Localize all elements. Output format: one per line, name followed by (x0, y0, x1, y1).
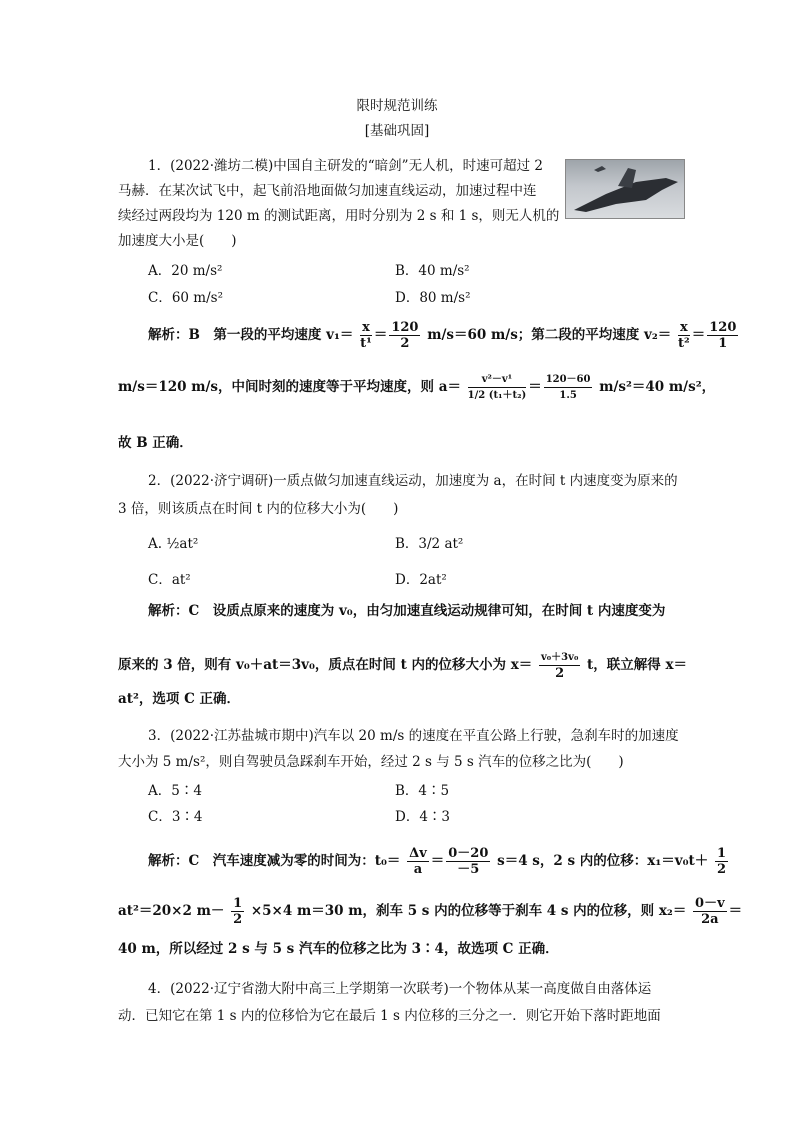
q2-f-num: v₀＋3v₀ (539, 650, 580, 666)
q1-solution-line-2: m/s＝120 m/s，中间时刻的速度等于平均速度，则 a＝ $\frac{\text{v²－v¹}}{\text{1/2 (t₁＋t₂)}}$ ＝ $\frac{120-60}{1.5}$ m/s²＝40 m/s²， (118, 374, 716, 401)
q1-f2-num: 120 (391, 320, 419, 335)
q1-fraction-4 (707, 320, 738, 351)
q3-fc2-den: 2 (233, 912, 243, 927)
q2-option-a: A. ½at² (148, 536, 199, 552)
q3-fraction-a (407, 846, 429, 877)
q3-fd-num: 0－v (695, 896, 725, 911)
q1-fraction-1 (360, 320, 372, 351)
q1-solution-text-a: 解析：B 第一段的平均速度 v₁＝ (148, 327, 354, 343)
drone-icon (566, 160, 684, 218)
q3-line-1: 3．(2022·江苏盐城市期中)汽车以 20 m/s 的速度在平直公路上行驶，急刹车时的加速度 (148, 728, 679, 744)
q1-solution-text-d: m/s²＝40 m/s²， (599, 379, 716, 395)
q1-line-3: 续经过两段均为 120 m 的测试距离，用时分别为 2 s 和 1 s，则无人机的 (118, 208, 560, 224)
q3-fraction-c (715, 846, 728, 877)
q3-line-2: 大小为 5 m/s²，则自驾驶员急踩刹车开始，经过 2 s 与 5 s 汽车的位移之比为( ) (118, 754, 624, 770)
q1-solution-line-1: 解析：B 第一段的平均速度 v₁＝ $\frac{x}{\text{t¹}}$ ＝ $\frac{120}{2}$ m/s＝60 m/s；第二段的平均速度 v₂＝ $\frac{x}{\text{t²}}$ ＝ $\frac{120}{1}$ (148, 320, 737, 351)
q1-f4-num: 120 (709, 320, 737, 335)
page-title: 限时规范训练 (356, 98, 438, 114)
q3-solution-text-a: 解析：C 汽车速度减为零的时间为：t₀＝ (148, 853, 401, 869)
q1-option-d: D．80 m/s² (395, 290, 471, 306)
q1-solution-line-3: 故 B 正确． (118, 435, 193, 451)
q2-line-2: 3 倍，则该质点在时间 t 内的位移大小为( ) (118, 501, 399, 517)
q4-line-2: 动．已知它在第 1 s 内的位移恰为它在最后 1 s 内位移的三分之一．则它开始下落时距地面 (118, 1008, 661, 1024)
q3-option-c: C．3∶4 (148, 809, 203, 825)
q3-solution-text-b: at²＝20×2 m－ (118, 903, 225, 919)
q1-fraction-2 (389, 320, 420, 351)
q3-fc2-num: 1 (233, 896, 243, 911)
q1-line-1: 1．(2022·潍坊二模)中国自主研发的“暗剑”无人机，时速可超过 2 (148, 158, 543, 174)
q4-line-1: 4．(2022·辽宁省渤大附中高三上学期第一次联考)一个物体从某一高度做自由落体运 (148, 981, 652, 997)
q2-solution-line-3: at²，选项 C 正确． (118, 691, 241, 707)
q1-f4-den: 1 (718, 336, 728, 351)
q2-solution-line-1: 解析：C 设质点原来的速度为 v₀，由匀加速直线运动规律可知，在时间 t 内速度变为 (148, 603, 666, 619)
q2-solution-text-b: 原来的 3 倍，则有 v₀＋at＝3v₀，质点在时间 t 内的位移大小为 x＝ (118, 657, 533, 673)
q1-f2-den: 2 (400, 336, 410, 351)
q1-f5-den: 1/2 (t₁＋t₂) (467, 390, 527, 401)
q2-option-b: B．3/2 at² (395, 536, 464, 552)
q1-line-4: 加速度大小是( ) (118, 233, 237, 249)
q3-fraction-b (446, 846, 490, 877)
q3-solution-line-2 (118, 896, 742, 927)
q2-fraction (539, 650, 580, 681)
q3-solution-text-b3: ＝ (728, 903, 743, 919)
q1-line-2: 马赫．在某次试飞中，起飞前沿地面做匀加速直线运动，加速过程中连 (118, 183, 537, 199)
q1-f1-num: x (362, 320, 370, 335)
q3-solution-line-1: 解析：C 汽车速度减为零的时间为：t₀＝ $\frac{\Delta v}{a}$ ＝ $\frac{0-20}{-5}$ s＝4 s，2 s 内的位移：x₁＝v₀t＋ $\frac{1}{2}$ (148, 846, 726, 877)
q1-solution-text-c: m/s＝120 m/s，中间时刻的速度等于平均速度，则 a＝ (118, 379, 461, 395)
q2-f-den: 2 (555, 666, 565, 681)
q3-fc-den: 2 (716, 862, 726, 877)
q2-option-d: D．2at² (395, 572, 447, 588)
q1-f5-num: v²－v¹ (468, 372, 527, 388)
q1-fraction-6 (544, 372, 593, 403)
section-heading: [基础巩固] (364, 123, 430, 139)
q1-f6-num: 120－60 (544, 372, 593, 388)
q1-fraction-3 (678, 320, 690, 351)
q1-solution-text-b: m/s＝60 m/s；第二段的平均速度 v₂＝ (427, 327, 672, 343)
q1-f1-den: t¹ (360, 336, 372, 351)
q3-solution-line-3: 40 m，所以经过 2 s 与 5 s 汽车的位移之比为 3∶4，故选项 C 正确． (118, 941, 559, 957)
q1-option-c: C．60 m/s² (148, 290, 223, 306)
q3-fb-den: －5 (457, 862, 480, 877)
q3-fc-num: 1 (716, 846, 726, 861)
q3-fraction-c2 (231, 896, 244, 927)
q3-fa-den: a (413, 862, 423, 877)
q1-fraction-5 (468, 372, 527, 403)
q2-option-c: C．at² (148, 572, 191, 588)
q2-solution-line-2 (118, 650, 687, 681)
q3-fa-num: Δv (409, 846, 427, 861)
q3-option-a: A．5∶4 (148, 783, 202, 799)
q1-f6-den: 1.5 (559, 390, 577, 401)
q3-option-b: B．4∶5 (395, 783, 450, 799)
q1-f3-num: x (679, 320, 688, 335)
q1-option-a: A．20 m/s² (148, 263, 223, 279)
q3-fb-num: 0－20 (448, 846, 489, 861)
q3-fraction-d (693, 896, 727, 927)
drone-photo (565, 159, 685, 219)
q2-solution-text-b2: t，联立解得 x＝ (587, 657, 688, 673)
q3-solution-text-b2: ×5×4 m＝30 m，刹车 5 s 内的位移等于刹车 4 s 内的位移，则 x₂＝ (250, 903, 687, 919)
q3-option-d: D．4∶3 (395, 809, 451, 825)
q2-line-1: 2．(2022·济宁调研)一质点做匀加速直线运动，加速度为 a，在时间 t 内速度变为原来的 (148, 473, 678, 489)
q3-solution-text-a2: s＝4 s，2 s 内的位移：x₁＝v₀t＋ (497, 853, 709, 869)
q3-fd-den: 2a (701, 912, 719, 927)
q1-f3-den: t² (678, 336, 690, 351)
q1-option-b: B．40 m/s² (395, 263, 470, 279)
